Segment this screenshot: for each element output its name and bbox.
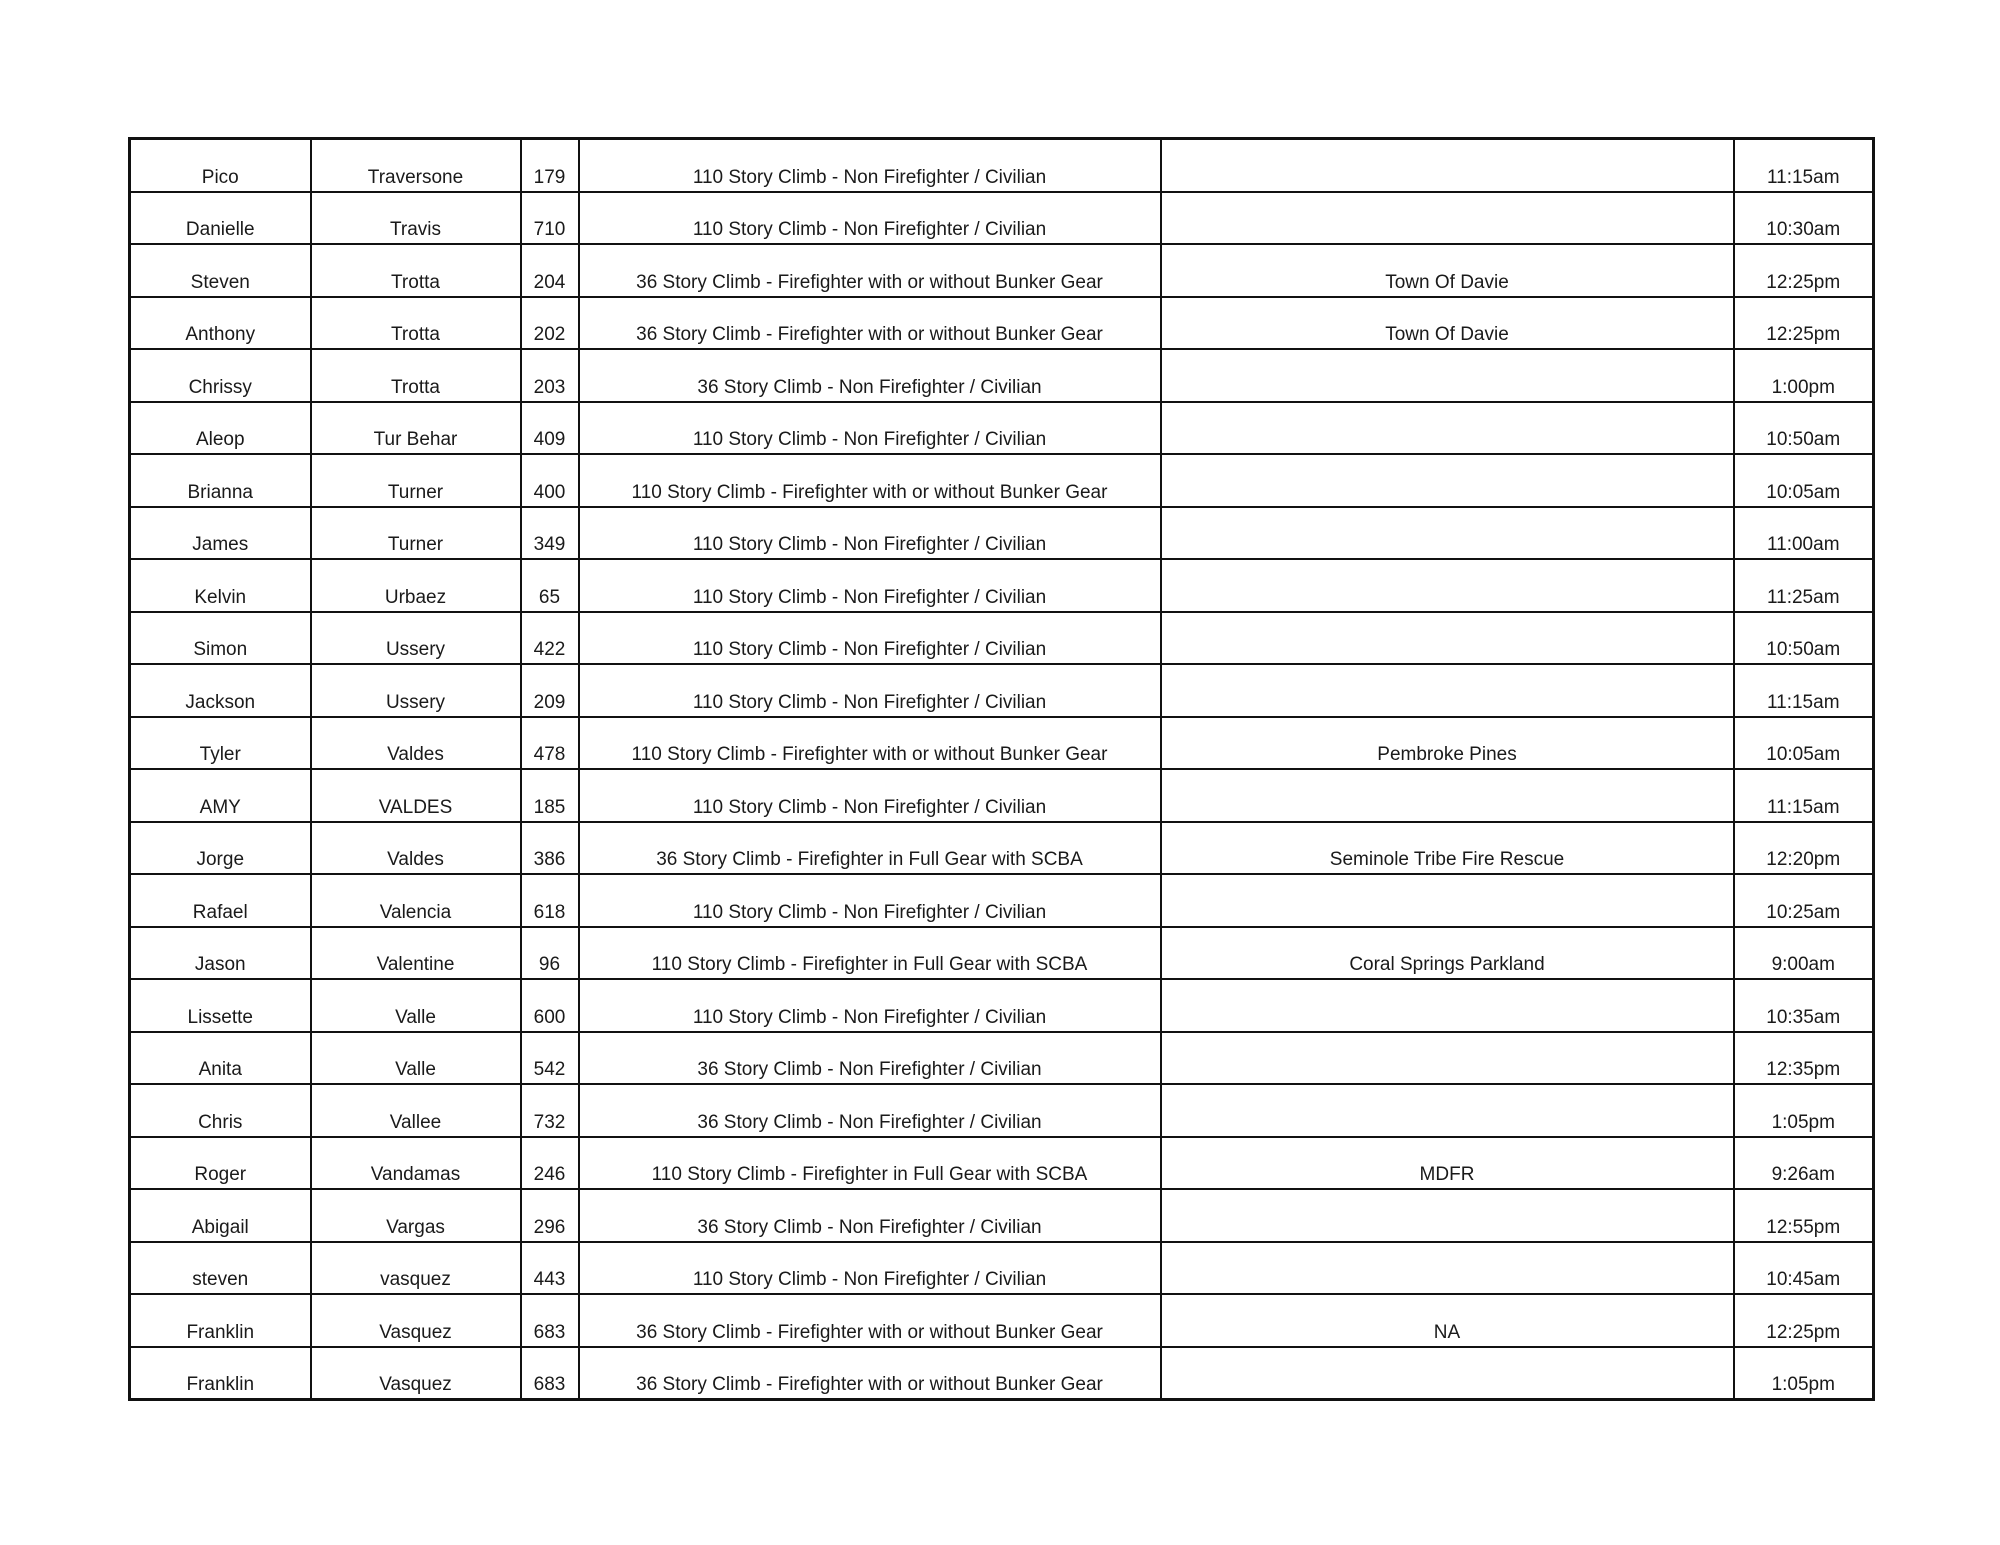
start-time-cell: 11:15am [1734, 139, 1874, 192]
event-cell: 36 Story Climb - Firefighter with or without Bunker Gear [579, 1294, 1161, 1347]
table-row [130, 822, 1874, 875]
table-row [130, 1032, 1874, 1085]
participant-table [128, 137, 1875, 1401]
department-cell [1161, 664, 1734, 717]
department-cell: Town Of Davie [1161, 297, 1734, 350]
last-name-cell: Valle [311, 979, 521, 1032]
last-name-cell: Valdes [311, 717, 521, 770]
start-time-cell: 10:50am [1734, 612, 1874, 665]
event-cell: 110 Story Climb - Non Firefighter / Civilian [579, 979, 1161, 1032]
last-name-cell: Valle [311, 1032, 521, 1085]
first-name-cell: Franklin [130, 1294, 311, 1347]
first-name-cell: Kelvin [130, 559, 311, 612]
table-row [130, 192, 1874, 245]
table-row [130, 612, 1874, 665]
bib-number-cell: 96 [521, 927, 579, 980]
table-row [130, 297, 1874, 350]
table-row [130, 927, 1874, 980]
first-name-cell: steven [130, 1242, 311, 1295]
table-row [130, 139, 1874, 192]
last-name-cell: Vasquez [311, 1347, 521, 1400]
first-name-cell: Anthony [130, 297, 311, 350]
bib-number-cell: 209 [521, 664, 579, 717]
last-name-cell: Vandamas [311, 1137, 521, 1190]
table-row [130, 244, 1874, 297]
event-cell: 110 Story Climb - Non Firefighter / Civilian [579, 192, 1161, 245]
department-cell: Coral Springs Parkland [1161, 927, 1734, 980]
last-name-cell: Vallee [311, 1084, 521, 1137]
table-row [130, 1242, 1874, 1295]
department-cell [1161, 454, 1734, 507]
table-row [130, 1189, 1874, 1242]
event-cell: 110 Story Climb - Non Firefighter / Civilian [579, 559, 1161, 612]
department-cell [1161, 979, 1734, 1032]
last-name-cell: Ussery [311, 612, 521, 665]
first-name-cell: Simon [130, 612, 311, 665]
bib-number-cell: 600 [521, 979, 579, 1032]
department-cell [1161, 1242, 1734, 1295]
first-name-cell: Chrissy [130, 349, 311, 402]
bib-number-cell: 422 [521, 612, 579, 665]
event-cell: 36 Story Climb - Firefighter with or without Bunker Gear [579, 297, 1161, 350]
event-cell: 36 Story Climb - Non Firefighter / Civilian [579, 1032, 1161, 1085]
first-name-cell: Franklin [130, 1347, 311, 1400]
department-cell: Seminole Tribe Fire Rescue [1161, 822, 1734, 875]
start-time-cell: 10:35am [1734, 979, 1874, 1032]
first-name-cell: Jackson [130, 664, 311, 717]
first-name-cell: Pico [130, 139, 311, 192]
bib-number-cell: 409 [521, 402, 579, 455]
bib-number-cell: 65 [521, 559, 579, 612]
department-cell [1161, 1347, 1734, 1400]
bib-number-cell: 443 [521, 1242, 579, 1295]
table-row [130, 874, 1874, 927]
first-name-cell: Roger [130, 1137, 311, 1190]
start-time-cell: 10:50am [1734, 402, 1874, 455]
bib-number-cell: 203 [521, 349, 579, 402]
last-name-cell: Trotta [311, 297, 521, 350]
start-time-cell: 12:55pm [1734, 1189, 1874, 1242]
last-name-cell: vasquez [311, 1242, 521, 1295]
bib-number-cell: 179 [521, 139, 579, 192]
table-row [130, 1137, 1874, 1190]
event-cell: 36 Story Climb - Firefighter in Full Gear with SCBA [579, 822, 1161, 875]
bib-number-cell: 732 [521, 1084, 579, 1137]
bib-number-cell: 478 [521, 717, 579, 770]
first-name-cell: Brianna [130, 454, 311, 507]
start-time-cell: 11:15am [1734, 664, 1874, 717]
department-cell [1161, 769, 1734, 822]
bib-number-cell: 710 [521, 192, 579, 245]
start-time-cell: 10:05am [1734, 717, 1874, 770]
last-name-cell: Travis [311, 192, 521, 245]
bib-number-cell: 386 [521, 822, 579, 875]
first-name-cell: Lissette [130, 979, 311, 1032]
start-time-cell: 12:25pm [1734, 244, 1874, 297]
department-cell [1161, 874, 1734, 927]
start-time-cell: 10:30am [1734, 192, 1874, 245]
last-name-cell: Valentine [311, 927, 521, 980]
table-row [130, 454, 1874, 507]
start-time-cell: 12:35pm [1734, 1032, 1874, 1085]
department-cell [1161, 349, 1734, 402]
start-time-cell: 11:00am [1734, 507, 1874, 560]
first-name-cell: Steven [130, 244, 311, 297]
table-row [130, 349, 1874, 402]
department-cell [1161, 1084, 1734, 1137]
table-row [130, 1084, 1874, 1137]
event-cell: 36 Story Climb - Non Firefighter / Civilian [579, 349, 1161, 402]
first-name-cell: Jorge [130, 822, 311, 875]
event-cell: 36 Story Climb - Non Firefighter / Civilian [579, 1084, 1161, 1137]
first-name-cell: Jason [130, 927, 311, 980]
last-name-cell: Valencia [311, 874, 521, 927]
first-name-cell: Anita [130, 1032, 311, 1085]
table-row [130, 664, 1874, 717]
event-cell: 110 Story Climb - Non Firefighter / Civilian [579, 874, 1161, 927]
start-time-cell: 1:05pm [1734, 1347, 1874, 1400]
event-cell: 110 Story Climb - Non Firefighter / Civilian [579, 612, 1161, 665]
bib-number-cell: 400 [521, 454, 579, 507]
department-cell: Town Of Davie [1161, 244, 1734, 297]
last-name-cell: Traversone [311, 139, 521, 192]
event-cell: 110 Story Climb - Firefighter with or without Bunker Gear [579, 454, 1161, 507]
start-time-cell: 11:15am [1734, 769, 1874, 822]
last-name-cell: Valdes [311, 822, 521, 875]
start-time-cell: 10:45am [1734, 1242, 1874, 1295]
first-name-cell: Tyler [130, 717, 311, 770]
table-row [130, 402, 1874, 455]
last-name-cell: Vasquez [311, 1294, 521, 1347]
start-time-cell: 1:00pm [1734, 349, 1874, 402]
department-cell [1161, 192, 1734, 245]
bib-number-cell: 618 [521, 874, 579, 927]
last-name-cell: Urbaez [311, 559, 521, 612]
table-row [130, 559, 1874, 612]
bib-number-cell: 202 [521, 297, 579, 350]
start-time-cell: 12:25pm [1734, 297, 1874, 350]
last-name-cell: Trotta [311, 244, 521, 297]
start-time-cell: 10:05am [1734, 454, 1874, 507]
bib-number-cell: 349 [521, 507, 579, 560]
last-name-cell: Ussery [311, 664, 521, 717]
table-row [130, 1294, 1874, 1347]
event-cell: 36 Story Climb - Firefighter with or without Bunker Gear [579, 1347, 1161, 1400]
department-cell [1161, 612, 1734, 665]
event-cell: 110 Story Climb - Non Firefighter / Civilian [579, 664, 1161, 717]
department-cell [1161, 402, 1734, 455]
table-row [130, 1347, 1874, 1400]
first-name-cell: Abigail [130, 1189, 311, 1242]
bib-number-cell: 185 [521, 769, 579, 822]
event-cell: 110 Story Climb - Non Firefighter / Civilian [579, 507, 1161, 560]
first-name-cell: AMY [130, 769, 311, 822]
start-time-cell: 9:26am [1734, 1137, 1874, 1190]
last-name-cell: Tur Behar [311, 402, 521, 455]
bib-number-cell: 204 [521, 244, 579, 297]
first-name-cell: Chris [130, 1084, 311, 1137]
department-cell [1161, 139, 1734, 192]
event-cell: 110 Story Climb - Non Firefighter / Civilian [579, 769, 1161, 822]
last-name-cell: VALDES [311, 769, 521, 822]
event-cell: 110 Story Climb - Firefighter in Full Gear with SCBA [579, 1137, 1161, 1190]
table-row [130, 769, 1874, 822]
start-time-cell: 11:25am [1734, 559, 1874, 612]
last-name-cell: Trotta [311, 349, 521, 402]
event-cell: 36 Story Climb - Firefighter with or without Bunker Gear [579, 244, 1161, 297]
table-row [130, 717, 1874, 770]
department-cell: NA [1161, 1294, 1734, 1347]
department-cell [1161, 559, 1734, 612]
bib-number-cell: 246 [521, 1137, 579, 1190]
start-time-cell: 9:00am [1734, 927, 1874, 980]
first-name-cell: Rafael [130, 874, 311, 927]
participant-table-body [130, 139, 1874, 1400]
bib-number-cell: 296 [521, 1189, 579, 1242]
first-name-cell: Aleop [130, 402, 311, 455]
last-name-cell: Vargas [311, 1189, 521, 1242]
department-cell [1161, 507, 1734, 560]
event-cell: 110 Story Climb - Non Firefighter / Civilian [579, 1242, 1161, 1295]
event-cell: 110 Story Climb - Firefighter in Full Gear with SCBA [579, 927, 1161, 980]
event-cell: 36 Story Climb - Non Firefighter / Civilian [579, 1189, 1161, 1242]
event-cell: 110 Story Climb - Firefighter with or without Bunker Gear [579, 717, 1161, 770]
event-cell: 110 Story Climb - Non Firefighter / Civilian [579, 402, 1161, 455]
bib-number-cell: 683 [521, 1294, 579, 1347]
department-cell: MDFR [1161, 1137, 1734, 1190]
first-name-cell: Danielle [130, 192, 311, 245]
bib-number-cell: 542 [521, 1032, 579, 1085]
start-time-cell: 1:05pm [1734, 1084, 1874, 1137]
last-name-cell: Turner [311, 454, 521, 507]
first-name-cell: James [130, 507, 311, 560]
department-cell: Pembroke Pines [1161, 717, 1734, 770]
start-time-cell: 12:20pm [1734, 822, 1874, 875]
event-cell: 110 Story Climb - Non Firefighter / Civilian [579, 139, 1161, 192]
department-cell [1161, 1189, 1734, 1242]
table-row [130, 979, 1874, 1032]
start-time-cell: 12:25pm [1734, 1294, 1874, 1347]
table-row [130, 507, 1874, 560]
start-time-cell: 10:25am [1734, 874, 1874, 927]
department-cell [1161, 1032, 1734, 1085]
bib-number-cell: 683 [521, 1347, 579, 1400]
last-name-cell: Turner [311, 507, 521, 560]
